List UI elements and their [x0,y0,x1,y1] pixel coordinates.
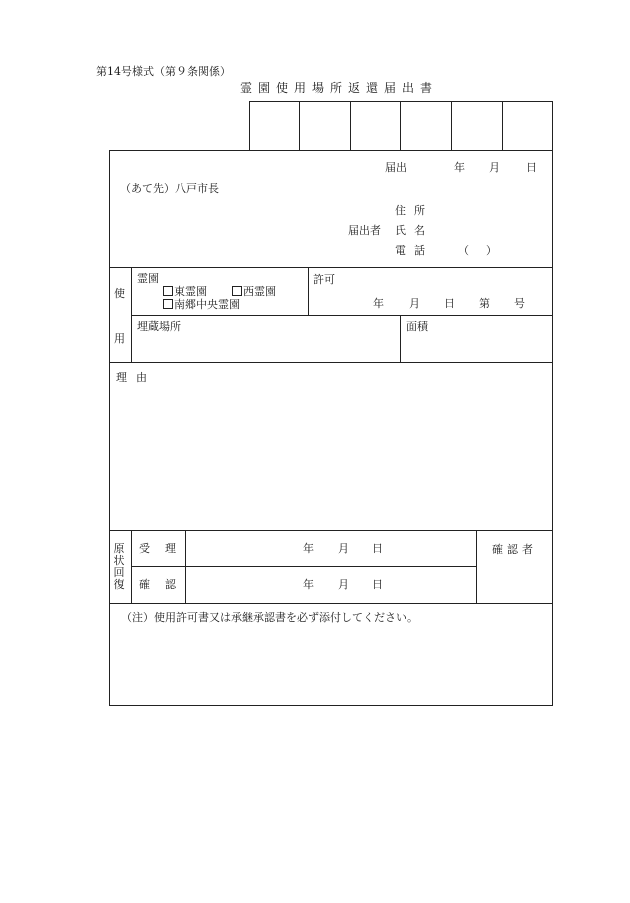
stamp-divider [350,101,351,151]
area-divider [400,315,401,362]
permit-year: 年 [373,297,384,310]
permit-no-suffix: 号 [514,297,525,310]
received-year: 年 [303,542,314,555]
cemetery-option-higashi[interactable] [163,286,207,297]
burial-place-label: 埋蔵場所 [137,320,181,333]
cemetery-option-nango[interactable] [163,299,240,310]
section-divider [109,603,553,604]
section-divider [109,362,553,363]
permit-month: 月 [409,297,420,310]
notification-label: 届出 [385,161,407,174]
form-title: 霊園使用場所返還届出書 [240,81,439,95]
stamp-divider [299,101,300,151]
attachment-note: （注）使用許可書又は承継承認書を必ず添付してください。 [121,611,418,624]
form-number: 第14号様式（第９条関係） [96,65,231,78]
received-day: 日 [372,542,383,555]
stamp-divider [451,101,452,151]
name-label[interactable]: 氏名 [395,224,433,237]
cemetery-label: 霊園 [137,272,159,285]
permit-label: 許可 [313,273,335,286]
notification-year: 年 [454,161,465,174]
stamp-divider [502,101,503,151]
stamp-box-row [249,101,553,151]
checkbox-icon[interactable] [163,286,173,296]
phone-paren-close: ） [486,244,497,257]
option-label: 西霊園 [243,285,276,298]
checkbox-icon[interactable] [163,299,173,309]
confirmed-month: 月 [338,578,349,591]
confirmed-day: 日 [372,578,383,591]
phone-label[interactable]: 電話 [395,244,433,257]
phone-paren-open: （ [458,244,469,257]
confirmed-year: 年 [303,578,314,591]
usage-side-label-bottom: 用 [114,332,125,345]
option-label: 東霊園 [174,285,207,298]
area-label: 面積 [406,320,428,333]
confirmer-label: 確認者 [492,543,537,556]
restoration-side-label: 原 状 回 復 [113,542,125,592]
checkbox-icon[interactable] [232,286,242,296]
received-label: 受理 [139,542,191,555]
address-label[interactable]: 住所 [395,204,433,217]
permit-day: 日 [444,297,455,310]
stamp-divider [400,101,401,151]
permit-divider [308,267,309,315]
notification-month: 月 [489,161,500,174]
usage-side-label-top: 使 [114,287,125,300]
section-divider [109,267,553,268]
notification-day: 日 [526,161,537,174]
option-label: 南郷中央霊園 [174,298,240,311]
section-divider [109,530,553,531]
confirmer-divider [476,530,477,603]
recipient: （あて先）八戸市長 [120,182,219,195]
applicant-group-label: 届出者 [348,224,381,237]
reason-label: 理由 [116,371,156,384]
usage-row-divider [131,315,553,316]
permit-no-prefix: 第 [479,297,490,310]
received-month: 月 [338,542,349,555]
confirmed-label: 確認 [139,578,191,591]
restoration-row-divider [131,566,476,567]
cemetery-option-nishi[interactable] [232,286,276,297]
